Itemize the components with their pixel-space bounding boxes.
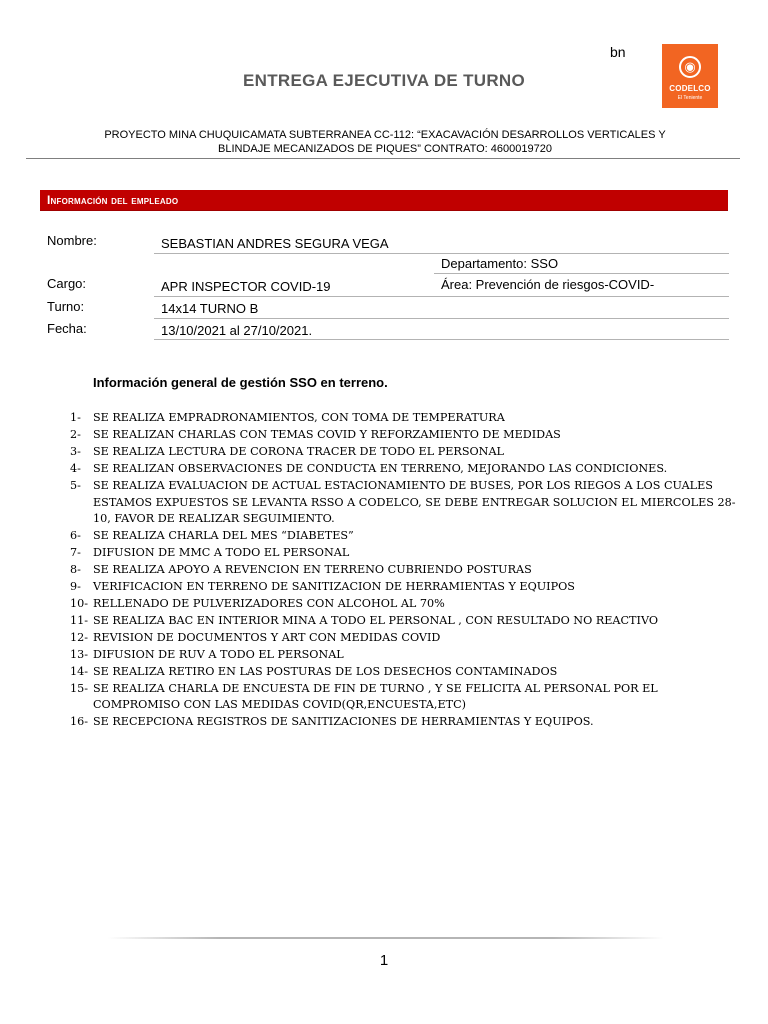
list-item: 14- SE REALIZA RETIRO EN LAS POSTURAS DE LOS DESECHOS CONTAMINADOS: [70, 664, 558, 678]
list-item: 6- SE REALIZA CHARLA DEL MES “DIABETES”: [70, 529, 354, 543]
role-underline: [154, 296, 729, 297]
name-label: Nombre:: [47, 233, 97, 248]
department-value: Departamento: SSO: [441, 256, 559, 271]
list-item: 13- DIFUSION DE RUV A TODO EL PERSONAL: [70, 647, 344, 661]
list-item: 5- SE REALIZA EVALUACION DE ACTUAL ESTACIONAMIENTO DE BUSES, POR LOS RIEGOS A LOS CUALES ESTAMOS EXPUESTOS SE LEVANTA RSSO A CODELCO, SE DEBE ENTREGAR SOLUCION EL MIERCOLES 28-10, FAVOR DE REALIZAR SEGUIMIENTO.: [70, 478, 736, 526]
list-item: 4- SE REALIZAN OBSERVACIONES DE CONDUCTA EN TERRENO, MEJORANDO LAS CONDICIONES.: [70, 461, 668, 475]
employee-section-header: [40, 190, 728, 211]
list-item: 1- SE REALIZA EMPRADRONAMIENTOS, CON TOMA DE TEMPERATURA: [70, 411, 505, 424]
page-number: 1: [379, 952, 389, 969]
project-line-2: BLINDAJE MECANIZADOS DE PIQUES” CONTRATO: 4600019720: [218, 143, 552, 155]
list-item: 12- REVISION DE DOCUMENTOS Y ART CON MEDIDAS COVID: [70, 630, 441, 644]
project-description: [60, 128, 710, 156]
date-value: 13/10/2021 al 27/10/2021.: [161, 323, 313, 338]
shift-value: 14x14 TURNO B: [161, 301, 259, 316]
header-divider: [26, 158, 740, 159]
list-item: 3- SE REALIZA LECTURA DE CORONA TRACER DE TODO EL PERSONAL: [70, 444, 504, 458]
name-underline: [154, 253, 729, 254]
role-label: Cargo:: [47, 276, 87, 291]
footer-divider: [108, 937, 664, 939]
logo-name: CODELCO: [669, 84, 711, 93]
logo-subtitle: El Teniente: [677, 95, 703, 101]
list-item: 10- RELLENADO DE PULVERIZADORES CON ALCOHOL AL 70%: [70, 596, 445, 610]
project-line-1: PROYECTO MINA CHUQUICAMATA SUBTERRANEA CC-112: “EXACAVACIÓN DESARROLLOS VERTICALES Y: [104, 129, 666, 141]
list-item: 7- DIFUSION DE MMC A TODO EL PERSONAL: [70, 546, 350, 560]
department-underline: [434, 273, 729, 274]
list-item: 2- SE REALIZAN CHARLAS CON TEMAS COVID Y REFORZAMIENTO DE MEDIDAS: [70, 427, 561, 441]
list-item: 16- SE RECEPCIONA REGISTROS DE SANITIZACIONES DE HERRAMIENTAS Y EQUIPOS.: [70, 715, 594, 729]
role-value: APR INSPECTOR COVID-19: [161, 279, 331, 294]
header-mark: bn: [610, 44, 626, 60]
task-list: [70, 410, 740, 731]
shift-label: Turno:: [47, 299, 85, 314]
list-item: 11- SE REALIZA BAC EN INTERIOR MINA A TODO EL PERSONAL , CON RESULTADO NO REACTIVO: [70, 613, 658, 627]
logo-emblem-icon: ◉: [679, 56, 701, 78]
date-label: Fecha:: [47, 321, 87, 336]
shift-underline: [154, 318, 729, 319]
codelco-logo: [662, 44, 718, 108]
document-title: ENTREGA EJECUTIVA DE TURNO: [242, 71, 526, 90]
area-value: Área: Prevención de riesgos-COVID-: [441, 277, 655, 292]
section-title: Información del empleado: [47, 193, 179, 207]
list-item: 9- VERIFICACION EN TERRENO DE SANITIZACION DE HERRAMIENTAS Y EQUIPOS: [70, 580, 575, 594]
date-underline: [154, 339, 729, 340]
list-item: 8- SE REALIZA APOYO A REVENCION EN TERRENO CUBRIENDO POSTURAS: [70, 563, 532, 577]
name-value: SEBASTIAN ANDRES SEGURA VEGA: [161, 236, 389, 251]
general-info-heading: Información general de gestión SSO en terreno.: [93, 375, 388, 390]
list-item: 15- SE REALIZA CHARLA DE ENCUESTA DE FIN DE TURNO , Y SE FELICITA AL PERSONAL POR EL COMPROMISO CON LAS MEDIDAS COVID(QR,ENCUESTA,ETC): [70, 681, 658, 712]
